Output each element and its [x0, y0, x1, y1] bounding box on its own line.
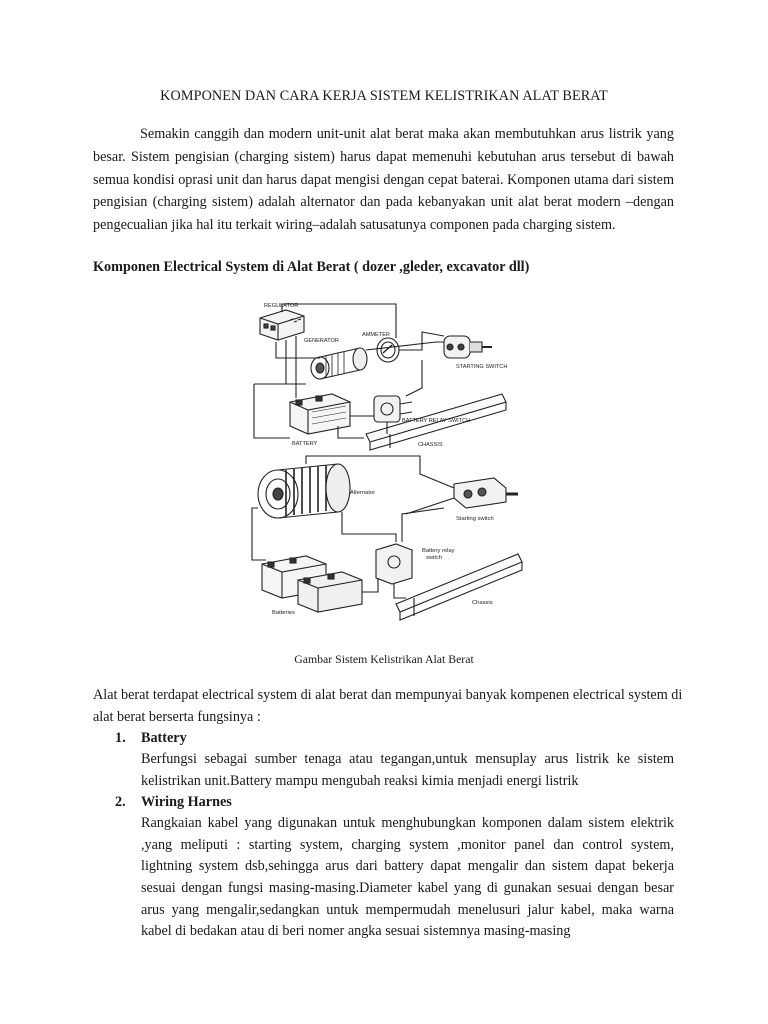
list-item-number: 2.	[115, 794, 126, 811]
components-lead-paragraph: Alat berat terdapat electrical system di alat berat dan mempunyai banyak kompenen electrical system di alat berat berserta fungsinya :	[93, 687, 683, 726]
label-starting-switch-bottom: Starting switch	[456, 516, 494, 522]
battery-component-top	[290, 394, 350, 434]
list-item-body: Rangkaian kabel yang digunakan untuk menghubungkan komponen dalam sistem elektrik ,yang meliputi : starting system, charging system ,monitor panel dan control system, lightning system dsb,sehingga arus dari battery dapat mengalir dan sistem dapat bekerja sesuai dengan fungsi masing-masing.Diameter kabel yang di gunakan sesuai dengan besar arus yang mengalir,sedangkan untuk mempermudah menelusuri jalur kabel, maka warna kabel di bedakan atau di beri nomer angka sesuai sistemnya masing-masing	[141, 815, 674, 940]
list-item-number: 1.	[115, 730, 126, 746]
label-battery-relay-switch: BATTERY RELAY SWITCH	[402, 418, 471, 424]
list-item-wiring-harnes	[93, 792, 683, 943]
label-batteries: Batteries	[272, 610, 295, 616]
top-diagram	[254, 303, 507, 450]
intro-paragraph: Semakin canggih dan modern unit-unit alat berat maka akan membutuhkan arus listrik yang besar. Sistem pengisian (charging sistem) harus dapat memenuhi kebutuhan arus tersebut di bawah semua kondisi oprasi unit dan harus dapat mengisi dengan cepat baterai. Komponen utama dari sistem pengisian (charging sistem) adalah alternator dan pada kebanyakan unit alat berat modern –dengan pengecualian jika hal itu terkait wiring–adalah satusatunya componen pada charging sistem.	[93, 126, 674, 234]
starting-switch-component-bottom	[454, 478, 518, 508]
list-item-title: Wiring Harnes	[141, 794, 232, 811]
label-starting-switch: STARTING SWITCH	[456, 364, 508, 370]
electrical-system-diagram	[246, 298, 526, 628]
battery-relay-switch-component-bottom	[376, 544, 412, 584]
chassis-bottom	[396, 554, 522, 620]
label-battery: BATTERY	[292, 441, 318, 447]
label-chassis: CHASSIS	[418, 442, 443, 448]
figure-caption: Gambar Sistem Kelistrikan Alat Berat	[294, 652, 474, 666]
ammeter-component	[377, 338, 399, 362]
regulator-component	[260, 310, 304, 340]
label-battery-relay-1: Battery relay	[422, 548, 455, 554]
label-battery-relay-2: switch	[426, 555, 443, 561]
label-generator: GENERATOR	[304, 338, 339, 344]
label-alternator: Alternator	[350, 490, 376, 496]
generator-component	[311, 348, 367, 379]
batteries-component-bottom	[262, 556, 362, 612]
list-item-title: Battery	[141, 730, 187, 746]
label-ammeter: AMMETER	[362, 332, 390, 338]
section-subheading: Komponen Electrical System di Alat Berat ( dozer ,gleder, excavator dll)	[93, 259, 530, 275]
bottom-diagram	[252, 456, 522, 620]
components-list	[93, 728, 683, 943]
list-item-body: Berfungsi sebagai sumber tenaga atau tegangan,untuk mensuplay arus listrik ke sistem kelistrikan unit.Battery mampu mengubah reaksi kimia menjadi energi listrik	[141, 751, 674, 789]
document-title: KOMPONEN DAN CARA KERJA SISTEM KELISTRIKAN ALAT BERAT	[160, 88, 608, 104]
label-regulator: REGULATOR	[264, 303, 299, 309]
list-item-battery	[93, 728, 683, 792]
alternator-component	[258, 464, 350, 518]
starting-switch-component	[444, 336, 492, 358]
label-chassis-bottom: Chassis	[472, 600, 493, 606]
